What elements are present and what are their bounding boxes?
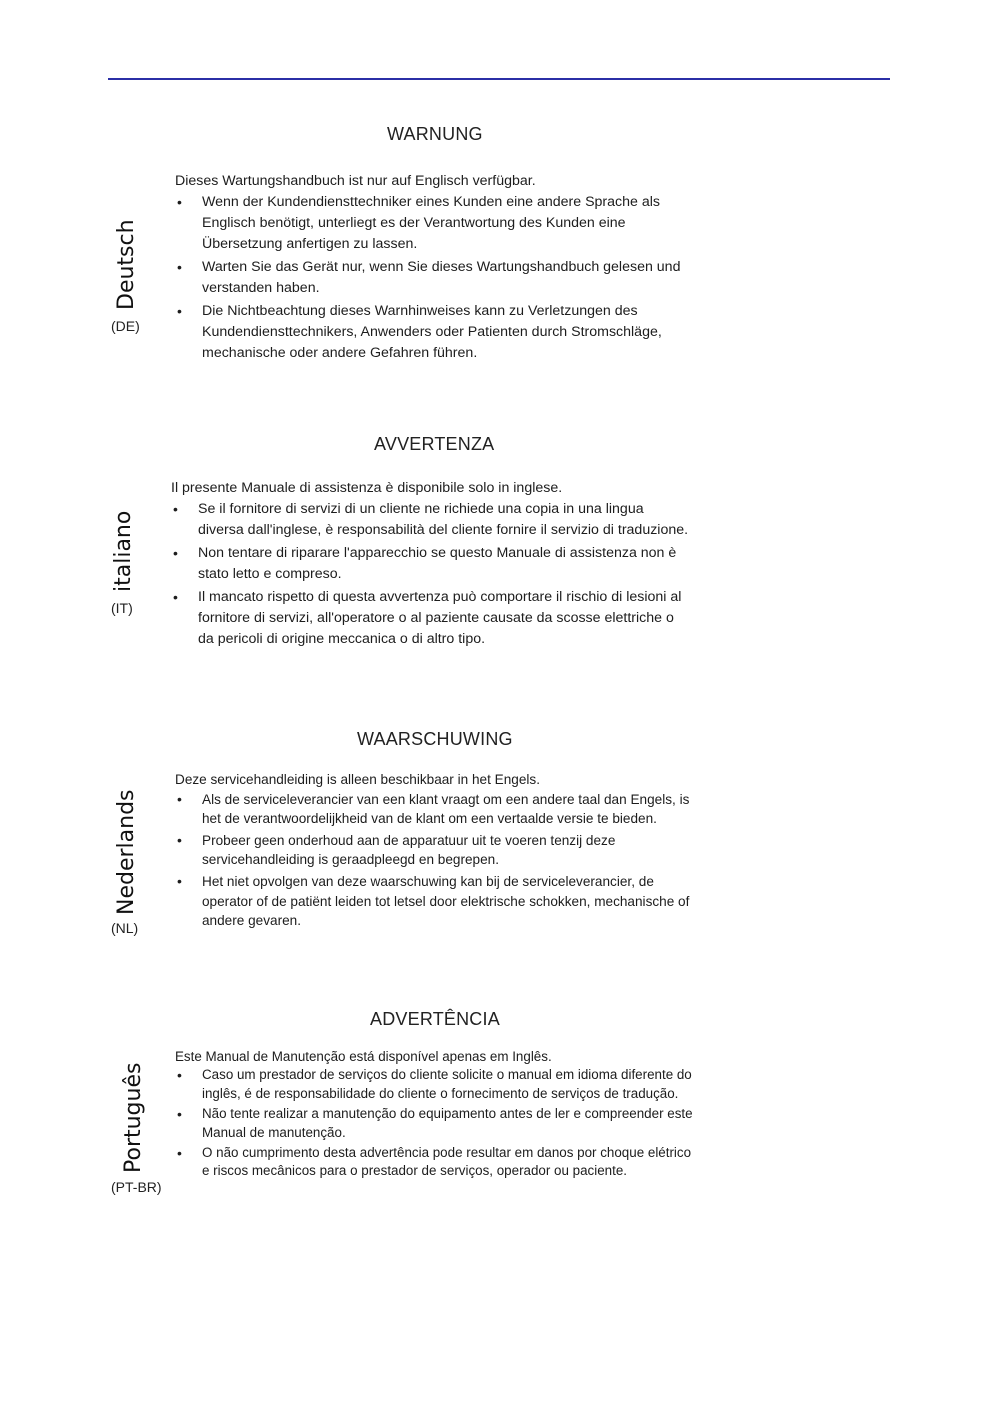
list-item: • Die Nichtbeachtung dieses Warnhinweises kann zu Verletzungen des Kundendiensttechnikers, Anwenders oder Patienten durch Stromschläge, mechanische oder andere Gefahren führen. — [177, 303, 662, 361]
section-heading: WAARSCHUWING — [357, 729, 513, 749]
intro-text: Este Manual de Manutenção está disponível apenas em Inglês. — [175, 1049, 552, 1064]
section-heading: ADVERTÊNCIA — [370, 1009, 500, 1029]
language-code: (PT-BR) — [111, 1179, 162, 1195]
intro-text: Dieses Wartungshandbuch ist nur auf Englisch verfügbar. — [175, 173, 536, 189]
section-heading: WARNUNG — [387, 124, 483, 144]
language-code: (IT) — [111, 600, 133, 616]
bullet-list — [175, 192, 695, 364]
bullet-icon: • — [177, 1106, 182, 1123]
language-name: Nederlands — [114, 789, 139, 915]
list-item: • Wenn der Kundendiensttechniker eines Kunden eine andere Sprache als Englisch benötigt, unterliegt es der Verantwortung des Kunden eine Übersetzung anfertigen zu lassen. — [177, 194, 660, 252]
bullet-list — [171, 499, 691, 650]
list-item: • Il mancato rispetto di questa avvertenza può comportare il rischio di lesioni al fornitore di servizi, all'operatore o al paziente causate da scosse elettriche o da pericoli di origine meccanica o di altro tipo. — [173, 589, 682, 647]
bullet-icon: • — [173, 589, 178, 605]
list-item: • Het niet opvolgen van deze waarschuwing kan bij de serviceleverancier, de operator of de patiënt leiden tot letsel door elektrische schokken, mechanische of andere gevaren. — [177, 872, 690, 929]
bullet-icon: • — [177, 831, 182, 848]
list-item: • Als de serviceleverancier van een klant vraagt om een andere taal dan Engels, is het de verantwoordelijkheid van de klant om een vertaalde versie te bieden. — [177, 790, 690, 827]
bullet-list — [175, 790, 695, 931]
section-body — [175, 171, 695, 366]
intro-text: Il presente Manuale di assistenza è disponibile solo in inglese. — [171, 480, 563, 496]
language-name: Deutsch — [114, 219, 139, 310]
section-nederlands — [108, 725, 698, 955]
bullet-icon: • — [177, 1145, 182, 1162]
intro-text: Deze servicehandleiding is alleen beschikbaar in het Engels. — [175, 772, 540, 787]
bullet-icon: • — [177, 303, 182, 319]
list-item: • Non tentare di riparare l'apparecchio se questo Manuale di assistenza non è stato letto e compreso. — [173, 545, 677, 582]
section-body — [175, 1048, 695, 1183]
list-item: • Se il fornitore di servizi di un cliente ne richiede una copia in una lingua diversa dall'inglese, è responsabilità del cliente fornire il servizio di traduzione. — [173, 501, 689, 538]
section-body — [171, 478, 691, 652]
bullet-icon: • — [177, 790, 182, 807]
section-italiano — [108, 430, 698, 680]
bullet-list — [175, 1066, 695, 1180]
list-item: • Warten Sie das Gerät nur, wenn Sie dieses Wartungshandbuch gelesen und verstanden haben. — [177, 259, 681, 296]
section-portugues — [108, 1005, 698, 1225]
section-body — [175, 770, 695, 933]
bullet-icon: • — [177, 1067, 182, 1084]
list-item: • Caso um prestador de serviços do cliente solicite o manual em idioma diferente do inglês, é de responsabilidade do cliente o fornecimento de serviços de tradução. — [177, 1067, 692, 1101]
header-rule — [108, 78, 890, 80]
bullet-icon: • — [173, 545, 178, 561]
language-name: italiano — [111, 510, 136, 592]
list-item: • O não cumprimento desta advertência pode resultar em danos por choque elétrico e riscos mecânicos para o prestador de serviços, operador ou paciente. — [177, 1145, 692, 1179]
bullet-icon: • — [177, 872, 182, 889]
language-name: Português — [121, 1062, 146, 1173]
bullet-icon: • — [173, 501, 178, 517]
language-code: (DE) — [111, 318, 140, 334]
list-item: • Não tente realizar a manutenção do equipamento antes de ler e compreender este Manual de manutenção. — [177, 1106, 693, 1140]
section-deutsch — [108, 120, 698, 380]
language-code: (NL) — [111, 920, 139, 936]
bullet-icon: • — [177, 194, 182, 210]
section-heading: AVVERTENZA — [374, 434, 495, 454]
list-item: • Probeer geen onderhoud aan de apparatuur uit te voeren tenzij deze servicehandleiding is geraadpleegd en begrepen. — [177, 831, 616, 868]
bullet-icon: • — [177, 259, 182, 275]
